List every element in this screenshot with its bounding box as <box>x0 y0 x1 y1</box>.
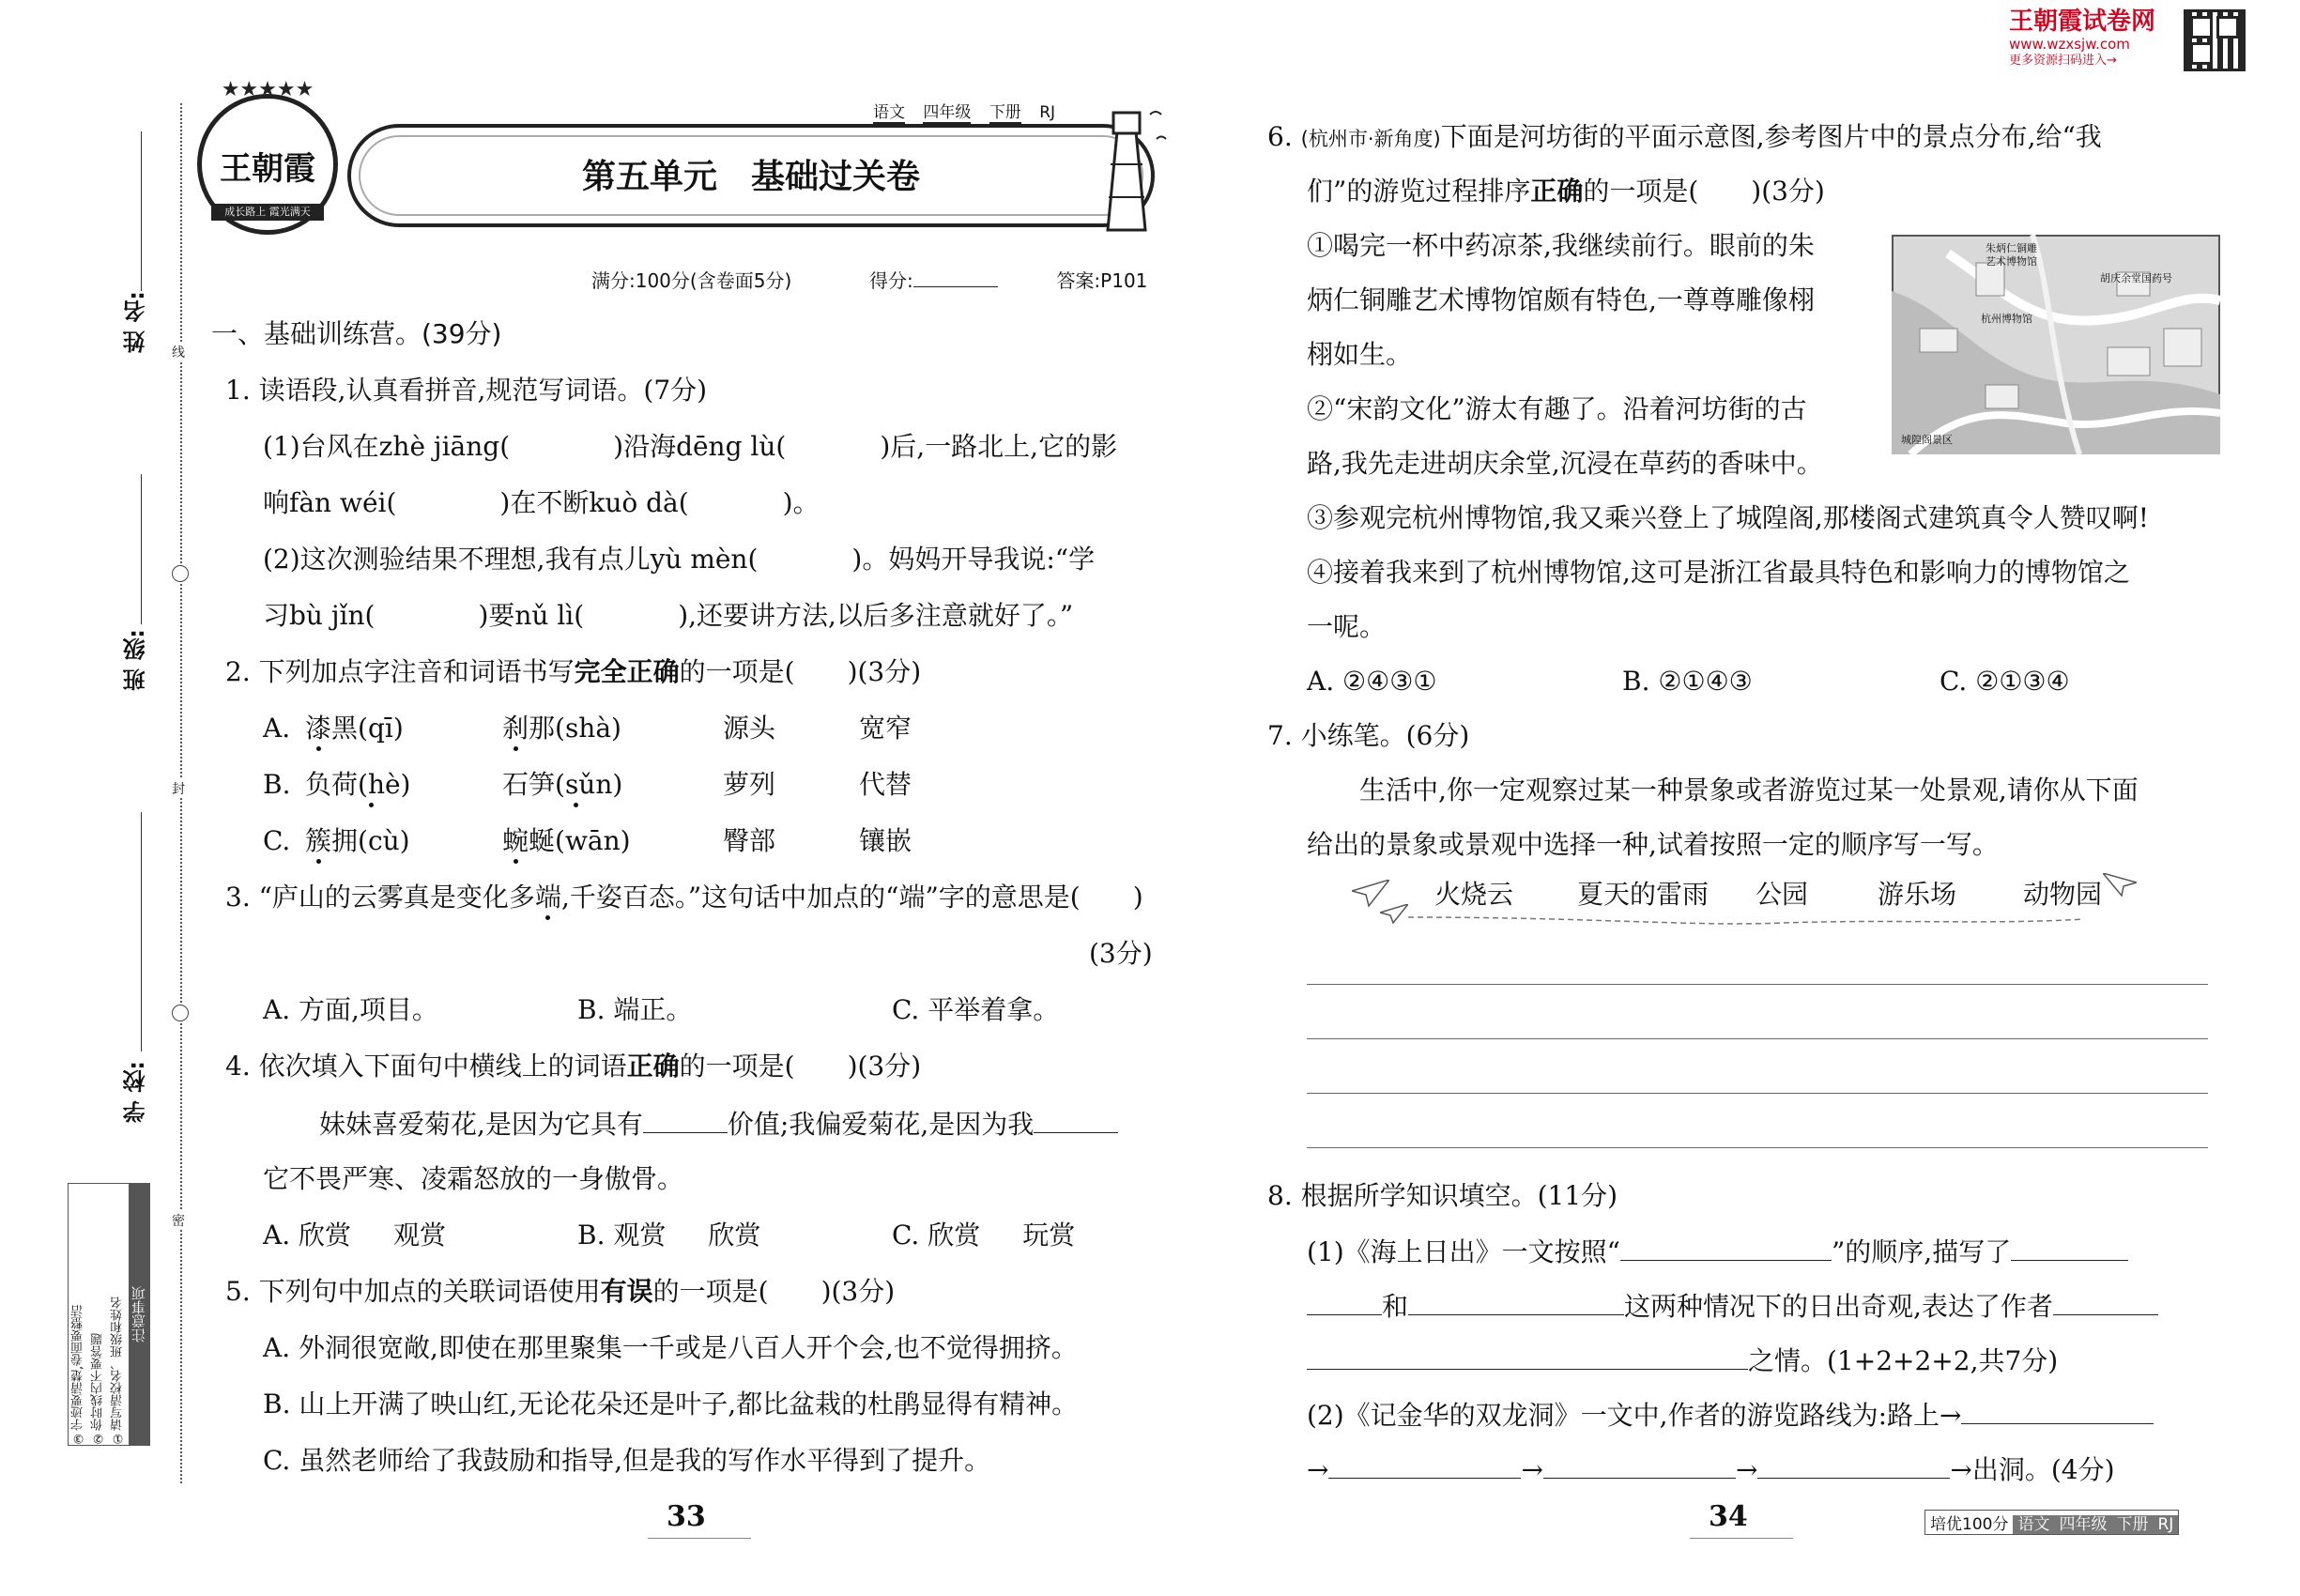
cut-mark-mi: 密 <box>172 1211 185 1230</box>
page-ornament-left <box>648 1538 751 1539</box>
notice-3: ③字迹要清楚,卷面要整洁 <box>71 1304 85 1445</box>
svg-text:艺术博物馆: 艺术博物馆 <box>1986 255 2037 268</box>
q4-option-c[interactable]: C. 欣赏 玩赏 <box>892 1220 1076 1251</box>
q7-choice-2[interactable]: 夏天的雷雨 <box>1577 879 1710 910</box>
binding-hole-bottom <box>172 1005 189 1021</box>
q6-stem-line1: 6. (杭州市·新角度)下面是河坊街的平面示意图,参考图片中的景点分布,给“我 <box>1267 121 2102 152</box>
q8-line4: (2)《记金华的双龙洞》一文中,作者的游览路线为:路上→ <box>1307 1395 2154 1435</box>
score-blank[interactable] <box>913 268 998 287</box>
header-meta <box>591 266 1147 293</box>
tag-volume: 下册 <box>989 103 1021 122</box>
cut-mark-xian: 线 <box>172 343 185 361</box>
school-blank <box>141 812 142 1051</box>
q1-line1: (1)台风在zhè jiāng( )沿海dēng lù( )后,一路北上,它的影 <box>263 431 1118 462</box>
q5-stem: 5. 下列句中加点的关联词语使用有误的一项是( )(3分) <box>225 1276 896 1307</box>
q8-line1: (1)《海上日出》一文按照“ ”的顺序,描写了 <box>1307 1232 2128 1271</box>
q6-option-a[interactable]: A. ②④③① <box>1307 666 1437 697</box>
map-label-huqingyu: 胡庆余堂国药号 <box>2100 272 2172 284</box>
q3-option-b[interactable]: B. 端正。 <box>577 994 693 1025</box>
answer-ref: 答案:P101 <box>1056 269 1148 292</box>
q8-line2: 和 这两种情况下的日出奇观,表达了作者 <box>1307 1286 2158 1326</box>
q6-option-b[interactable]: B. ②①④③ <box>1622 666 1753 697</box>
ribbon-curve <box>1408 913 2084 932</box>
q3-stem: 3. “庐山的云雾真是变化多端,千姿百态。”这句话中加点的“端”字的意思是( ) <box>225 882 1143 913</box>
page-number-right: 34 <box>1709 1500 1748 1533</box>
q5-option-b[interactable]: B. 山上开满了映山红,无论花朵还是叶子,都比盆栽的杜鹃显得有精神。 <box>263 1389 1079 1420</box>
q4-stem: 4. 依次填入下面句中横线上的词语正确的一项是( )(3分) <box>225 1051 922 1082</box>
tag-subject-footer: 语文 <box>2013 1515 2054 1534</box>
q4-text2: 它不畏严寒、凌霜怒放的一身傲骨。 <box>263 1163 684 1194</box>
q7-stem: 7. 小练笔。(6分) <box>1267 720 1470 751</box>
page-number-left: 33 <box>667 1500 706 1533</box>
q3-score: (3分) <box>1089 938 1153 969</box>
paper-plane-icon-2 <box>1380 904 1408 925</box>
q1-line4: 习bù jǐn( )要nǔ lì( ),还要讲方法,以后多注意就好了。” <box>263 600 1074 631</box>
q7-choice-4[interactable]: 游乐场 <box>1878 879 1957 910</box>
name-label: 姓 名: <box>123 291 149 353</box>
q6-para1-l1: ①喝完一杯中药凉茶,我继续前行。眼前的朱 <box>1307 230 1815 261</box>
q5-option-a[interactable]: A. 外洞很宽敞,即使在那里聚集一千或是八百人开个会,也不觉得拥挤。 <box>263 1332 1078 1363</box>
section1-title: 一、基础训练营。(39分) <box>211 318 502 349</box>
notice-2: ②你时线内不要答题 <box>91 1333 105 1445</box>
lighthouse-icon <box>1080 94 1173 235</box>
school-label: 学 校: <box>123 1061 149 1123</box>
q6-para2-l1: ②“宋韵文化”游太有趣了。沿着河坊街的古 <box>1307 393 1807 424</box>
q8-line5: → → → →出洞。(4分) <box>1307 1450 2115 1489</box>
class-blank <box>141 474 142 624</box>
q7-choice-ribbon <box>1352 868 2140 934</box>
tag-edition: RJ <box>1039 103 1056 122</box>
header-tags <box>873 99 1055 122</box>
brand-site-block <box>2009 8 2178 73</box>
logo-ribbon: 成长路上 霞光满天 <box>211 204 324 221</box>
tag-edition-footer: RJ <box>2153 1515 2178 1534</box>
page-ornament-right <box>1690 1538 1793 1539</box>
writing-line-2[interactable] <box>1307 1038 2208 1039</box>
map-label-museum: 杭州博物馆 <box>1981 313 2032 325</box>
logo-stars-icon: ★★★★★ <box>221 78 314 101</box>
tag-subject: 语文 <box>873 103 905 122</box>
q6-para4-l2: 一呢。 <box>1307 611 1387 642</box>
q1-line3: (2)这次测验结果不理想,我有点儿yù mèn( )。妈妈开导我说:“学 <box>263 544 1096 575</box>
q8-stem: 8. 根据所学知识填空。(11分) <box>1267 1180 1618 1211</box>
notice-1: ①请写清校名、班级和姓名 <box>111 1297 125 1445</box>
map-label-chenghuang: 城隍阁景区 <box>1901 434 1953 446</box>
footer-series-tag <box>1924 1510 2179 1535</box>
notice-title: 注意事项 <box>129 1184 149 1445</box>
full-marks: 满分:100分(含卷面5分) <box>591 269 792 292</box>
exam-title: 第五单元 基础过关卷 <box>581 158 920 196</box>
q1-stem: 1. 读语段,认真看拼音,规范写词语。(7分) <box>225 375 708 406</box>
q7-choice-3[interactable]: 公园 <box>1756 879 1809 910</box>
q4-option-b[interactable]: B. 观赏 欣赏 <box>577 1220 761 1251</box>
q4-option-a[interactable]: A. 欣赏 观赏 <box>263 1220 447 1251</box>
q2-stem: 2. 下列加点字注音和词语书写完全正确的一项是( )(3分) <box>225 656 922 687</box>
binding-hole-top <box>172 565 189 582</box>
tag-grade-footer: 四年级 <box>2054 1515 2111 1534</box>
q5-option-c[interactable]: C. 虽然老师给了我鼓励和指导,但是我的写作水平得到了提升。 <box>263 1445 991 1476</box>
q7-para2: 给出的景象或景观中选择一种,试着按照一定的顺序写一写。 <box>1307 829 1999 860</box>
qr-code-icon[interactable] <box>2184 9 2246 71</box>
hefang-street-map <box>1892 235 2220 454</box>
writing-line-1[interactable] <box>1307 984 2208 985</box>
q3-option-a[interactable]: A. 方面,项目。 <box>263 994 438 1025</box>
notice-box <box>68 1183 150 1446</box>
site-url: www.wzxsjw.com <box>2009 36 2130 53</box>
q7-choice-5[interactable]: 动物园 <box>2023 879 2103 910</box>
q7-para1: 生活中,你一定观察过某一种景象或者游览过某一处景观,请你从下面 <box>1359 775 2139 806</box>
name-blank <box>141 131 142 291</box>
paper-plane-icon-3 <box>2103 873 2137 898</box>
q8-line3: 之情。(1+2+2+2,共7分) <box>1307 1341 2058 1380</box>
tag-series: 培优100分 <box>1930 1515 2009 1534</box>
cut-mark-feng: 封 <box>172 779 185 798</box>
q6-para1-l2: 炳仁铜雕艺术博物馆颇有特色,一尊尊雕像栩 <box>1307 284 1815 315</box>
q7-choice-1[interactable]: 火烧云 <box>1434 879 1514 910</box>
site-name: 王朝霞试卷网 <box>2009 8 2156 36</box>
score-label: 得分: <box>868 269 913 292</box>
q6-para1-l3: 栩如生。 <box>1307 339 1413 370</box>
q6-para3: ③参观完杭州博物馆,我又乘兴登上了城隍阁,那楼阁式建筑真令人赞叹啊! <box>1307 502 2150 533</box>
brand-logo <box>197 78 338 235</box>
tag-grade: 四年级 <box>923 103 972 122</box>
q6-option-c[interactable]: C. ②①③④ <box>1940 666 2070 697</box>
q2-option-b[interactable]: B. 负荷(hè) 石笋(sǔn) 萝列 代替 <box>263 769 912 800</box>
q6-stem-line2: 们”的游览过程排序正确的一项是( )(3分) <box>1307 176 1825 207</box>
q3-option-c[interactable]: C. 平举着拿。 <box>892 994 1060 1025</box>
q6-para4-l1: ④接着我来到了杭州博物馆,这可是浙江省最具特色和影响力的博物馆之 <box>1307 557 2130 588</box>
writing-line-3[interactable] <box>1307 1093 2208 1094</box>
logo-text: 王朝霞 <box>220 150 315 188</box>
class-label: 班 级: <box>123 629 149 691</box>
q1-line2: 响fàn wéi( )在不断kuò dà( )。 <box>263 487 820 518</box>
q4-text1: 妹妹喜爱菊花,是因为它具有 价值;我偏爱菊花,是因为我 <box>319 1104 1118 1143</box>
q2-option-a[interactable]: A. 漆黑(qī) 刹那(shà) 源头 宽窄 <box>263 713 912 744</box>
site-slogan: 更多资源扫码进入→ <box>2009 54 2117 68</box>
q6-para2-l2: 路,我先走进胡庆余堂,沉浸在草药的香味中。 <box>1307 448 1823 479</box>
map-label-zhubingren: 朱炳仁铜雕 <box>1986 242 2037 254</box>
tag-volume-footer: 下册 <box>2111 1515 2153 1534</box>
writing-line-4[interactable] <box>1307 1147 2208 1148</box>
q2-option-c[interactable]: C. 簇拥(cù) 蜿蜒(wān) 臀部 镶嵌 <box>263 825 912 856</box>
